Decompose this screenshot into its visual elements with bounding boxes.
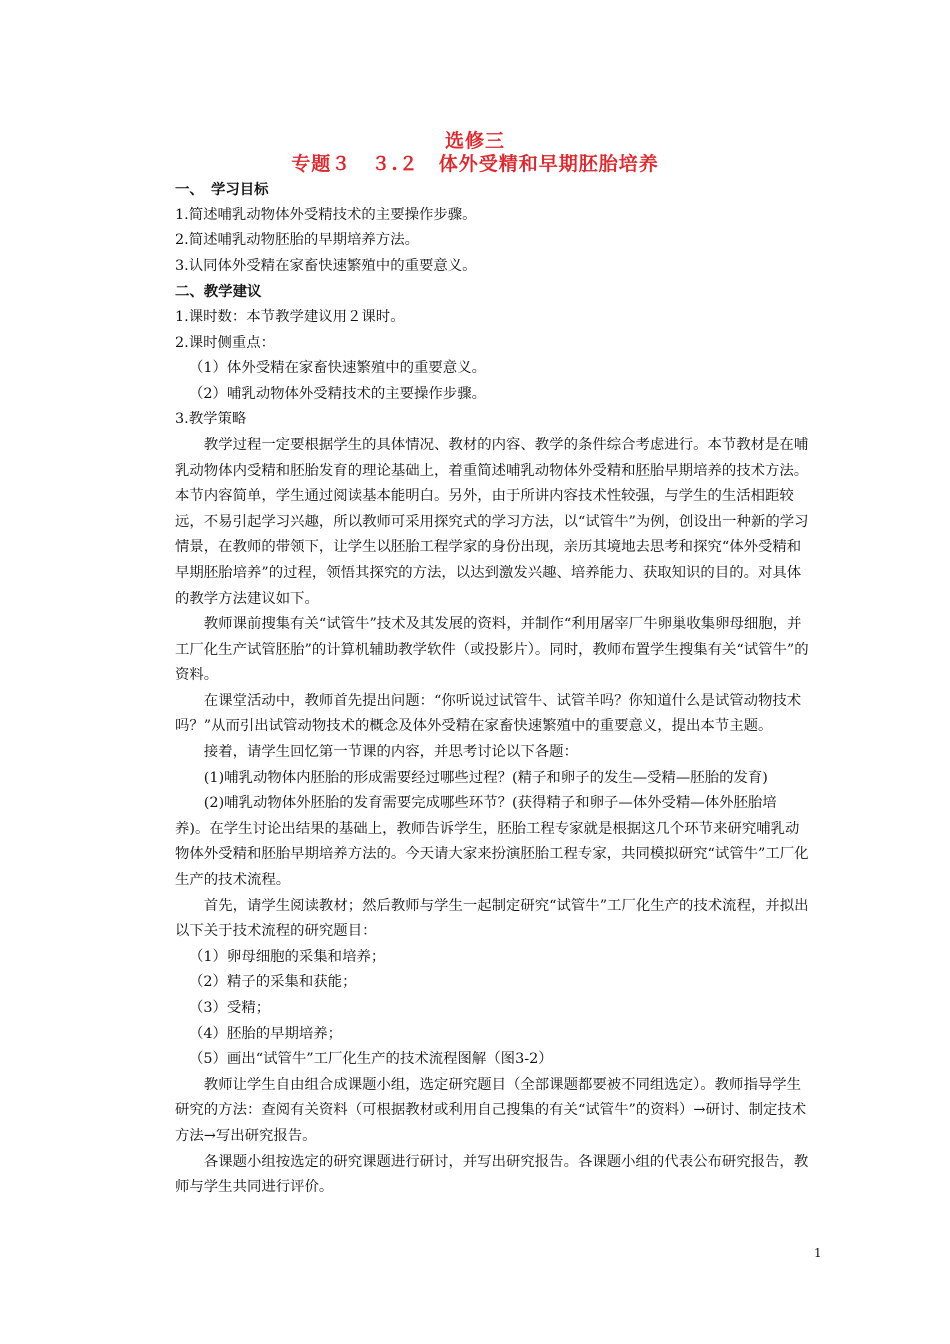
- suggestion-line: 3.教学策略: [175, 411, 247, 428]
- document-body: [175, 177, 811, 1201]
- body-paragraph: 首先，请学生阅读教材；然后教师与学生一起制定研究“试管牛”工厂化生产的技术流程，并拟出以下关于技术流程的研究题目：: [175, 897, 809, 940]
- body-paragraph: (2)哺乳动物体外胚胎的发育需要完成哪些环节？(获得精子和卵子—体外受精—体外胚胎培养)。在学生讨论出结果的基础上，教师告诉学生，胚胎工程专家就是根据这几个环节来研究哺乳动物体外受精和胚胎早期培养方法的。今天请大家来扮演胚胎工程专家，共同模拟研究“试管牛”工厂化生产的技术流程。: [175, 795, 809, 889]
- document-title: 选修三: [444, 130, 505, 152]
- body-paragraph: 在课堂活动中，教师首先提出问题：“你听说过试管牛、试管羊吗？你知道什么是试管动物技术吗？”从而引出试管动物技术的概念及体外受精在家畜快速繁殖中的重要意义，提出本节主题。: [175, 692, 802, 735]
- objective-item: 1.简述哺乳动物体外受精技术的主要操作步骤。: [175, 206, 477, 223]
- topic-item: （5）画出“试管牛”工厂化生产的技术流程图解（图3-2）: [189, 1051, 553, 1068]
- suggestion-line: 1.课时数：本节教学建议用２课时。: [175, 308, 405, 325]
- topic-item: （1）卵母细胞的采集和培养；: [189, 948, 386, 965]
- suggestion-line: （2）哺乳动物体外受精技术的主要操作步骤。: [189, 385, 486, 402]
- suggestion-line: （1）体外受精在家畜快速繁殖中的重要意义。: [189, 360, 486, 377]
- suggestion-line: 2.课时侧重点：: [175, 334, 276, 351]
- objective-item: 2.简述哺乳动物胚胎的早期培养方法。: [175, 232, 419, 249]
- body-paragraph: 教师课前搜集有关“试管牛”技术及其发展的资料，并制作“利用屠宰厂牛卵巢收集卵母细胞，并工厂化生产试管胚胎”的计算机辅助教学软件（或投影片）。同时，教师布置学生搜集有关“试管牛”的资料。: [175, 616, 809, 684]
- body-paragraph: (1)哺乳动物体内胚胎的形成需要经过哪些过程？(精子和卵子的发生—受精—胚胎的发育): [203, 769, 768, 786]
- topic-item: （4）胚胎的早期培养；: [189, 1025, 343, 1042]
- body-paragraph: 各课题小组按选定的研究课题进行研讨，并写出研究报告。各课题小组的代表公布研究报告，教师与学生共同进行评价。: [175, 1153, 809, 1196]
- body-paragraph: 教学过程一定要根据学生的具体情况、教材的内容、教学的条件综合考虑进行。本节教材是在哺乳动物体内受精和胚胎发育的理论基础上，着重简述哺乳动物体外受精和胚胎早期培养的技术方法。本节内容简单，学生通过阅读基本能明白。另外，由于所讲内容技术性较强，与学生的生活相距较远，不易引起学习兴趣，所以教师可采用探究式的学习方法，以“试管牛”为例，创设出一种新的学习情景，在教师的带领下，让学生以胚胎工程学家的身份出现，亲历其境地去思考和探究“体外受精和早期胚胎培养”的过程，领悟其探究的方法，以达到激发兴趣、培养能力、获取知识的目的。对具体的教学方法建议如下。: [175, 436, 809, 607]
- body-paragraph: 教师让学生自由组合成课题小组，选定研究题目（全部课题都要被不同组选定）。教师指导学生研究的方法：查阅有关资料（可根据教材或利用自己搜集的有关“试管牛”的资料）→研讨、制定技术方法→写出研究报告。: [175, 1076, 807, 1144]
- objective-item: 3.认同体外受精在家畜快速繁殖中的重要意义。: [175, 257, 477, 274]
- topic-item: （2）精子的采集和获能；: [189, 974, 357, 991]
- section-heading-objectives: 一、 学习目标: [175, 181, 269, 198]
- section-heading-suggestions: 二、教学建议: [175, 283, 262, 301]
- topic-item: （3）受精；: [189, 1000, 271, 1016]
- page-number: 1: [814, 1246, 822, 1260]
- body-paragraph: 接着，请学生回忆第一节课的内容，并思考讨论以下各题：: [203, 744, 578, 761]
- document-subtitle: 专题３ ３.２ 体外受精和早期胚胎培养: [291, 153, 659, 175]
